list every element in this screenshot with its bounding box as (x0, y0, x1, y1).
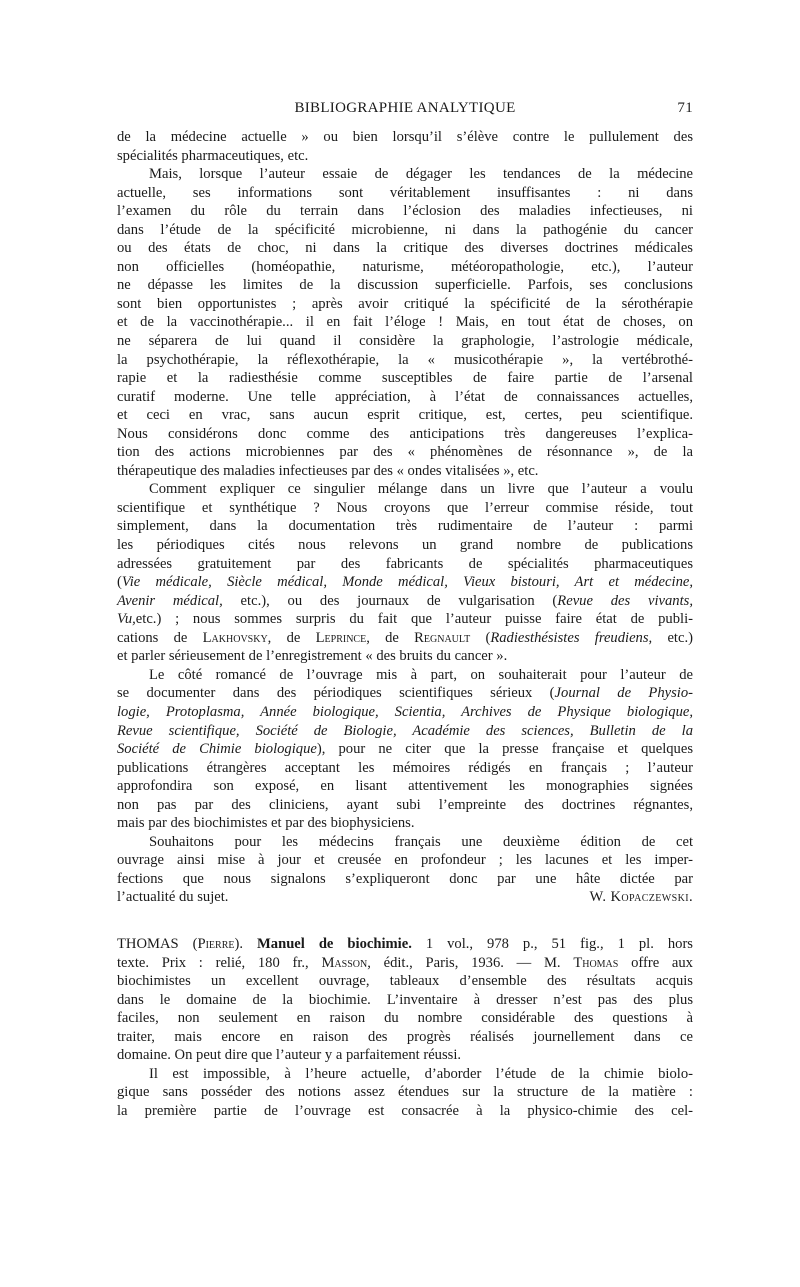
text-line: ouvrage ainsi mise à jour et creusée en profondeur ; les lacunes et les imper- (117, 852, 693, 869)
text-line: dans l’étude de la spécificité microbienne, ni dans la pathogénie du cancer (117, 221, 693, 238)
paragraph (117, 425, 693, 444)
text-line: offre aux (618, 954, 693, 971)
paragraph (117, 388, 693, 407)
text-line: , de (366, 629, 415, 646)
paragraph (117, 555, 693, 574)
book-title: Manuel de biochimie. (257, 935, 412, 952)
text-line: ne dépasse les limites de la discussion superficielle. Parfois, ses conclusions (117, 277, 693, 294)
reviewer-signature: W. Kopaczewski. (589, 889, 693, 906)
text-line: , édit., Paris, 1936. — M. (367, 954, 574, 971)
text-line: etc.) ; nous sommes surpris du fait que l’auteur puisse faire état de publi- (135, 611, 693, 628)
paragraph (117, 870, 693, 889)
journal-titles: Avenir médical, (117, 592, 223, 609)
text-line: traiter, mais encore en raison des progrès réalisés journellement dans ce (117, 1028, 693, 1045)
paragraph (117, 295, 693, 314)
text-line: ou des états de choc, ni dans la critique des diverses doctrines médicales (117, 240, 693, 257)
author-name: Regnault (414, 629, 471, 646)
text-line: mais par des biochimistes et par des biophysiciens. (117, 815, 415, 832)
text-line: etc.) (652, 629, 693, 646)
paragraph (117, 833, 693, 852)
paragraph (117, 480, 693, 499)
publisher-name: Masson (321, 954, 368, 971)
paragraph (117, 165, 693, 184)
paragraph (117, 777, 693, 796)
text-line: actuelle, ses informations sont véritablement insuffisantes : ni dans (117, 184, 693, 201)
journal-titles: Radiesthésistes freudiens, (490, 629, 653, 646)
book-details: 1 vol., 978 p., 51 fig., 1 pl. hors (411, 935, 693, 952)
text-line: la psychothérapie, la réflexothérapie, la « musicothérapie », la vertébrothé- (117, 351, 693, 368)
author-firstname: Pierre (197, 935, 235, 952)
signature-line (117, 888, 693, 907)
paragraph (117, 536, 693, 555)
journal-titles: Société de Chimie biologique (117, 741, 317, 758)
paragraph (117, 666, 693, 685)
text-line: approfondira son exposé, en lisant attentivement les monographies signées (117, 778, 693, 795)
text-line: Mais, lorsque l’auteur essaie de dégager les tendances de la médecine (149, 166, 693, 183)
paragraph (117, 462, 693, 481)
paragraph (117, 703, 693, 722)
journal-titles: logie, Protoplasma, Année biologique, Scientia, Archives de Physique biologique, (117, 703, 693, 720)
text-line: tion des actions microbiennes par des « phénomènes de résonnance », de la (117, 444, 693, 461)
text-line: , de (267, 629, 316, 646)
text-line: de la médecine actuelle » ou bien lorsqu’il s’élève contre le pullulement des (117, 129, 693, 145)
text-line: adressées gratuitement par des fabricants de spécialités pharmaceutiques (117, 555, 693, 572)
paragraph (117, 610, 693, 629)
paragraph (117, 740, 693, 759)
text-line: l’examen du rôle du terrain dans l’éclosion des maladies infectieuses, ni (117, 203, 693, 220)
paragraph (117, 684, 693, 703)
page-body (117, 128, 693, 1120)
paragraph (117, 406, 693, 425)
paragraph (117, 1009, 693, 1028)
paragraph (117, 722, 693, 741)
author-name: Leprince (315, 629, 367, 646)
running-title: BIBLIOGRAPHIE ANALYTIQUE (294, 100, 516, 116)
text-line: simplement, dans la documentation très rudimentaire de l’auteur : parmi (117, 518, 693, 535)
paragraph (117, 184, 693, 203)
text-line: les périodiques cités nous relevons un grand nombre de publications (117, 537, 693, 554)
paragraph (117, 443, 693, 462)
text-line: biochimistes un excellent ouvrage, tableaux d’ensemble des résultats acquis (117, 973, 693, 990)
journal-titles: Vie médicale, Siècle médical, Monde médical, Vieux bistouri, Art et médecine, (121, 574, 693, 591)
paragraph (117, 239, 693, 258)
text-line: thérapeutique des maladies infectieuses par des « ondes vitalisées », etc. (117, 462, 539, 479)
page-number: 71 (677, 100, 693, 116)
text-line: dans le domaine de la biochimie. L’inventaire à dresser n’est pas des plus (117, 991, 693, 1008)
text-line: Nous considérons donc comme des anticipations très dangereuses l’explica- (117, 425, 693, 442)
running-header (117, 100, 693, 117)
paragraph (117, 573, 693, 592)
text-line: ), pour ne citer que la presse française et quelques (316, 741, 693, 758)
text-line: ne séparera de lui quand il considère la graphologie, l’astrologie médicale, (117, 333, 693, 350)
text-line: texte. Prix : relié, 180 fr., (117, 954, 322, 971)
paragraph (117, 1028, 693, 1047)
paragraph (117, 759, 693, 778)
author-name: Lakhovsky (202, 629, 268, 646)
text-line: gique sans posséder des notions assez étendues sur la structure de la matière : (117, 1084, 693, 1101)
paragraph (117, 954, 693, 973)
text-line: cations de (117, 629, 203, 646)
author-name: Thomas (573, 954, 619, 971)
paragraph (117, 499, 693, 518)
paragraph (117, 202, 693, 221)
paragraph (117, 258, 693, 277)
paragraph (117, 814, 693, 833)
text-line: la première partie de l’ouvrage est consacrée à la physico-chimie des cel- (117, 1102, 693, 1119)
text-line: domaine. On peut dire que l’auteur y a parfaitement réussi. (117, 1047, 462, 1064)
paragraph (117, 592, 693, 611)
text-line: etc.), ou des journaux de vulgarisation ( (222, 592, 558, 609)
text-line: et parler sérieusement de l’enregistrement « des bruits du cancer ». (117, 648, 508, 665)
text-line: se documenter dans des périodiques scientifiques sérieux ( (117, 685, 555, 702)
text-line: spécialités pharmaceutiques, etc. (117, 147, 309, 164)
paragraph (117, 147, 693, 166)
text-line: ( (117, 574, 122, 591)
paragraph (117, 647, 693, 666)
journal-titles: Revue scientifique, Société de Biologie, Académie des sciences, Bulletin de la (117, 722, 693, 739)
author-surname: THOMAS ( (117, 935, 198, 952)
text-line: scientifique et synthétique ? Nous croyons que l’erreur commise réside, tout (117, 499, 693, 516)
review-entry (117, 935, 693, 954)
journal-titles: Revue des vivants, (557, 592, 693, 609)
journal-titles: Vu, (117, 611, 136, 628)
paragraph (117, 276, 693, 295)
text-line: l’actualité du sujet. (117, 889, 229, 906)
paragraph (117, 369, 693, 388)
text-line: Comment expliquer ce singulier mélange dans un livre que l’auteur a voulu (149, 481, 693, 498)
paragraph (117, 629, 693, 648)
text-line: sont bien opportunistes ; après avoir critiqué la spécificité de la sérothérapie (117, 295, 693, 312)
text-line: fections que nous signalons s’expliqueront donc par une hâte dictée par (117, 870, 693, 887)
text-line: Il est impossible, à l’heure actuelle, d’aborder l’étude de la chimie biolo- (149, 1065, 693, 1082)
paragraph (117, 1102, 693, 1121)
text-line: non officielles (homéopathie, naturisme, météoropathologie, etc.), l’auteur (117, 258, 693, 275)
paragraph (117, 796, 693, 815)
text-line: curatif moderne. Une telle appréciation, à l’état de connaissances actuelles, (117, 388, 693, 405)
text-line: non pas par des cliniciens, ayant subi l’empreinte des doctrines régnantes, (117, 796, 693, 813)
text-line: faciles, non seulement en raison du nombre considérable des questions à (117, 1010, 693, 1027)
paragraph (117, 1046, 693, 1065)
paragraph (117, 517, 693, 536)
text-line: et ceci en vrac, sans aucun esprit critique, est, certes, peu scientifique. (117, 407, 693, 424)
text-line: publications étrangères acceptant les mémoires rédigés en français ; l’auteur (117, 759, 693, 776)
paragraph (117, 991, 693, 1010)
paragraph (117, 1083, 693, 1102)
journal-titles: Journal de Physio- (554, 685, 693, 702)
paragraph (117, 332, 693, 351)
paragraph (117, 1065, 693, 1084)
paragraph (117, 351, 693, 370)
text-line: rapie et la radiesthésie comme susceptibles de faire partie de l’arsenal (117, 370, 693, 387)
paragraph (117, 851, 693, 870)
paragraph (117, 128, 693, 147)
paragraph (117, 972, 693, 991)
text-line: ). (234, 935, 257, 952)
paragraph (117, 313, 693, 332)
text-line: ( (470, 629, 491, 646)
text-line: et de la vaccinothérapie... il en fait l’éloge ! Mais, en tout état de choses, on (117, 314, 693, 331)
text-line: Souhaitons pour les médecins français une deuxième édition de cet (149, 833, 693, 850)
text-line: Le côté romancé de l’ouvrage mis à part, on souhaiterait pour l’auteur de (149, 666, 693, 683)
paragraph (117, 221, 693, 240)
